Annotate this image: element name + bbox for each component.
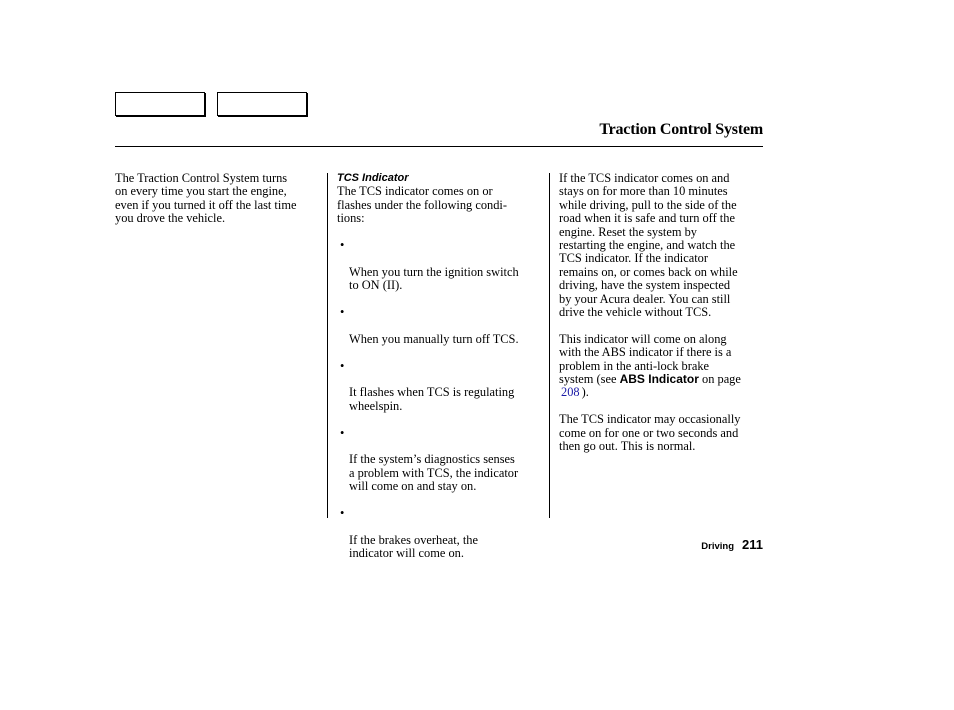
column-1 [115,172,323,239]
column-2 [337,172,543,574]
bullet-icon: • [340,425,345,440]
footer-section-name: Driving [701,541,735,552]
indicator-on-paragraph: If the TCS indicator comes on and stays on for more than 10 minutes while driving, pull to the side of the road when it is safe and turn off the engine. Reset the system by restarting the engine, and watch the TCS indicator. If the indicator remains on, or comes back on while driving, have the system inspected by your Acura dealer. You can still drive the vehicle without TCS. [559,171,738,320]
list-item-text: It flashes when TCS is regulating wheelspin. [349,385,515,413]
list-item-text: If the brakes overheat, the indicator will come on. [349,532,479,561]
conditions-list [337,239,543,561]
abs-paragraph-end: ). [581,385,589,400]
title-divider [115,146,763,147]
list-item [337,507,543,561]
column-divider-1 [327,173,328,518]
list-item [337,360,543,414]
bullet-icon: • [340,358,345,373]
previous-page-button[interactable] [115,92,205,116]
column-divider-2 [549,173,550,518]
intro-paragraph: The Traction Control System turns on every time you start the engine, even if you turned it off the last time you drove the vehicle. [115,171,297,226]
bullet-icon: • [340,506,345,521]
occasional-paragraph: The TCS indicator may occasionally come on for one or two seconds and then go out. This is normal. [559,412,741,454]
abs-indicator-ref: ABS Indicator [619,372,699,387]
list-item-text: If the system’s diagnostics senses a problem with TCS, the indicator will come on and stay on. [349,452,519,494]
column-3 [559,172,763,467]
tcs-indicator-heading: TCS Indicator [337,172,409,184]
page-number: 211 [742,537,763,552]
tcs-indicator-intro: The TCS indicator comes on or flashes under the following condi- tions: [337,184,507,226]
abs-indicator-paragraph [559,333,763,400]
page-footer [701,537,763,552]
list-item-text: When you turn the ignition switch to ON (II). [349,264,519,293]
abs-paragraph-on-page: on page [698,372,741,387]
list-item [337,306,543,346]
bullet-icon: • [340,238,345,253]
list-item [337,427,543,494]
bullet-icon: • [340,305,345,320]
page-208-link[interactable]: 208 [561,385,580,400]
page-title: Traction Control System [599,121,763,138]
list-item [337,239,543,293]
list-item-text: When you manually turn off TCS. [349,331,519,346]
abs-paragraph-text: This indicator will come on along with the ABS indicator if there is a problem in the anti-lock brake system (see [559,331,732,387]
next-page-button[interactable] [217,92,307,116]
